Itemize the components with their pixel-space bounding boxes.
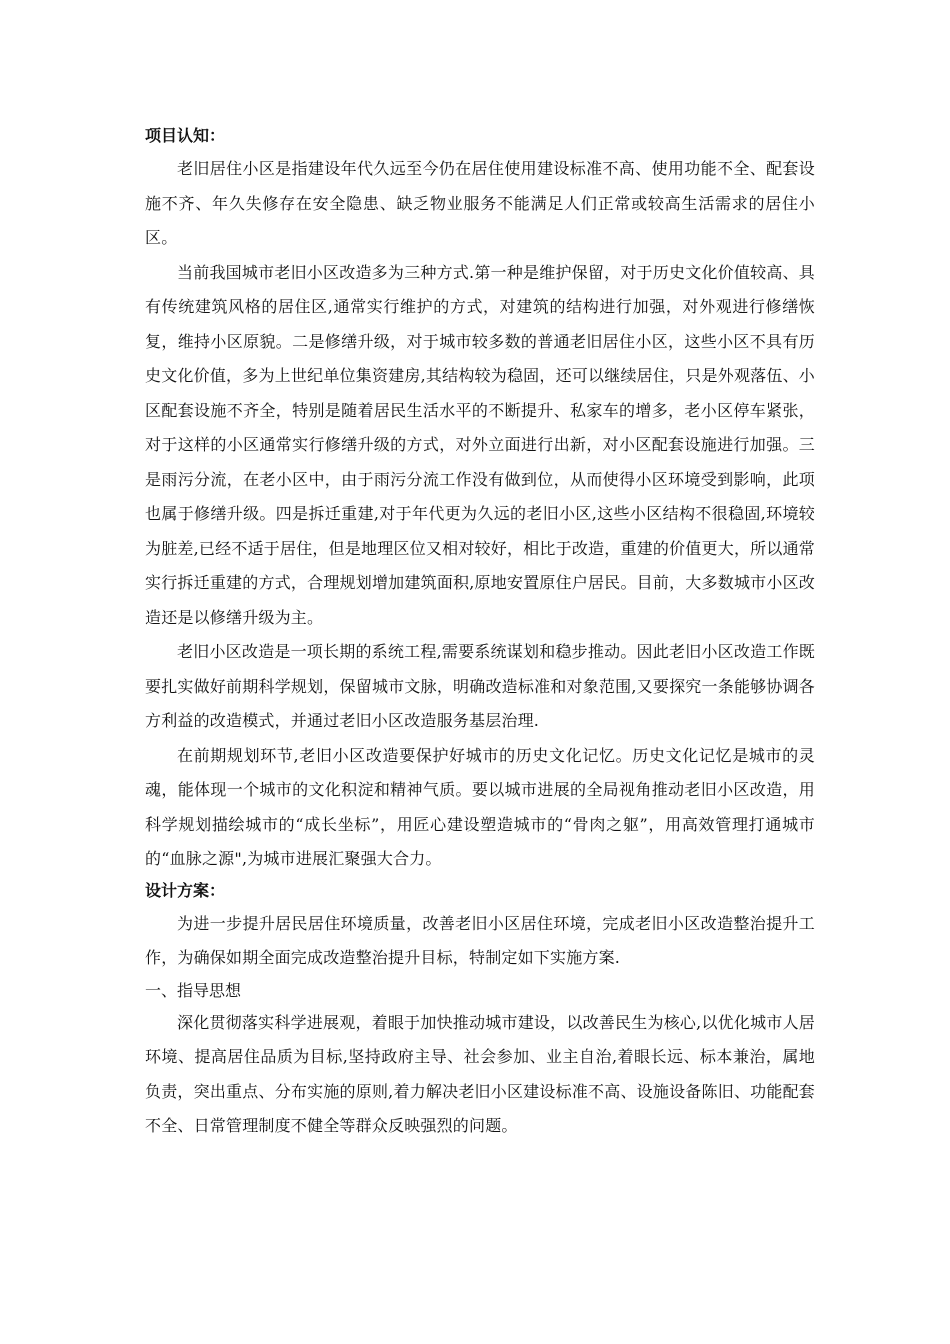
document-page (145, 124, 815, 1144)
paragraph-planning: 在前期规划环节,老旧小区改造要保护好城市的历史文化记忆。历史文化记忆是城市的灵魂，能体现一个城市的文化积淀和精神气质。要以城市进展的全局视角推动老旧小区改造，用科学规划描绘城市的“成长坐标”，用匠心建设塑造城市的“骨肉之躯”，用高效管理打通城市的“血脉之源",为城市进展汇聚强大合力。 (145, 745, 815, 868)
paragraph-definition: 老旧居住小区是指建设年代久远至今仍在居住使用建设标准不高、使用功能不全、配套设施不齐、年久失修存在安全隐患、缺乏物业服务不能满足人们正常或较高生活需求的居住小区。 (145, 159, 815, 247)
section-heading-design: 设计方案： (145, 880, 226, 900)
section-heading-project: 项目认知： (145, 126, 226, 145)
paragraph-guiding-thought: 深化贯彻落实科学进展观，着眼于加快推动城市建设，以改善民生为核心,以优化城市人居环境、提高居住品质为目标,坚持政府主导、社会参加、业主自治,着眼长远、标本兼治，属地负责，突出重点、分布实施的原则,着力解决老旧小区建设标准不高、设施设备陈旧、功能配套不全、日常管理制度不健全等群众反映强烈的问题。 (145, 1012, 815, 1135)
subheading-guiding-thought: 一、指导思想 (145, 980, 242, 1000)
paragraph-system-project: 老旧小区改造是一项长期的系统工程,需要系统谋划和稳步推动。因此老旧小区改造工作既要扎实做好前期科学规划，保留城市文脉，明确改造标准和对象范围,又要探究一条能够协调各方利益的改造模式，并通过老旧小区改造服务基层治理. (145, 642, 815, 730)
paragraph-design-intro: 为进一步提升居民居住环境质量，改善老旧小区居住环境，完成老旧小区改造整治提升工作，为确保如期全面完成改造整治提升目标，特制定如下实施方案. (145, 913, 815, 967)
paragraph-methods: 当前我国城市老旧小区改造多为三种方式.第一种是维护保留，对于历史文化价值较高、具有传统建筑风格的居住区,通常实行维护的方式，对建筑的结构进行加强，对外观进行修缮恢复，维持小区原貌。二是修缮升级，对于城市较多数的普通老旧居住小区，这些小区不具有历史文化价值，多为上世纪单位集资建房,其结构较为稳固，还可以继续居住，只是外观落伍、小区配套设施不齐全，特别是随着居民生活水平的不断提升、私家车的增多，老小区停车紧张，对于这样的小区通常实行修缮升级的方式，对外立面进行出新，对小区配套设施进行加强。三是雨污分流，在老小区中，由于雨污分流工作没有做到位，从而使得小区环境受到影响，此项也属于修缮升级。四是拆迁重建,对于年代更为久远的老旧小区,这些小区结构不很稳固,环境较为脏差,已经不适于居住，但是地理区位又相对较好，相比于改造，重建的价值更大，所以通常实行拆迁重建的方式，合理规划增加建筑面积,原地安置原住户居民。目前，大多数城市小区改造还是以修缮升级为主。 (145, 262, 815, 627)
